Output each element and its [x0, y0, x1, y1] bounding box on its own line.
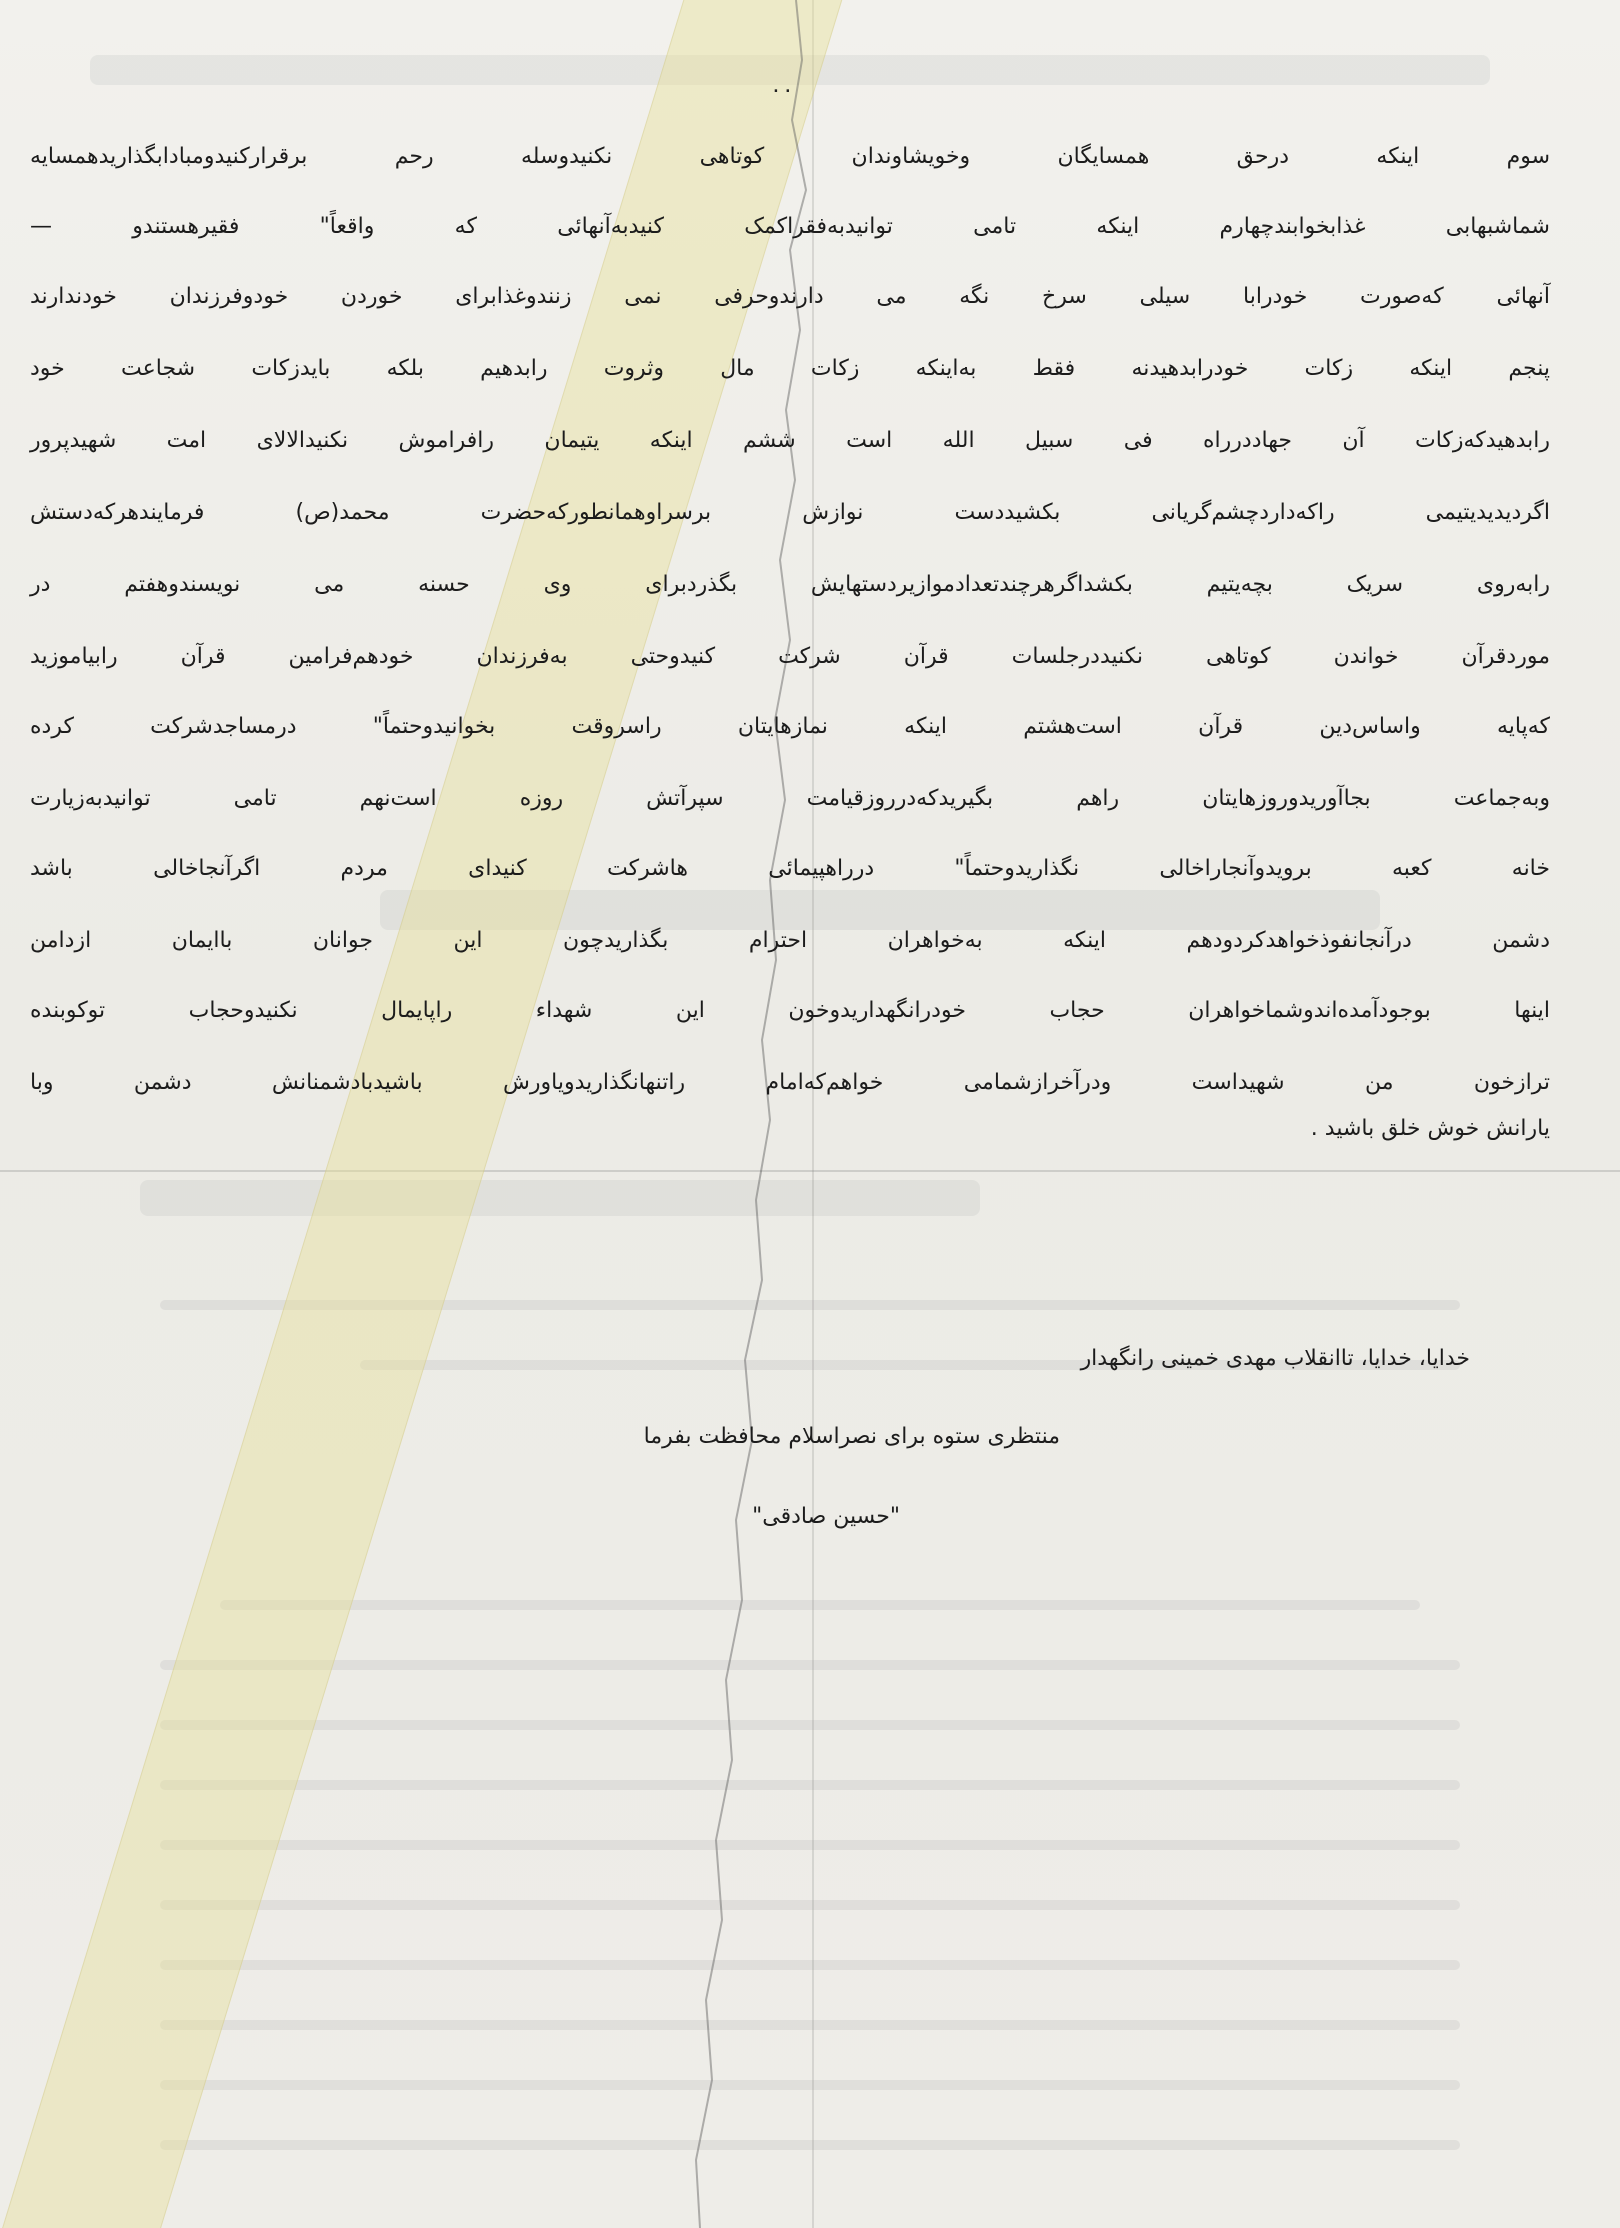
body-line: رابدهیدکه‌زکات آن جهاددرراه فی سبیل الله است ششم اینکه یتیمان رافراموش نکنیدالالای امت شهیدپرور	[30, 428, 1550, 453]
closing-prayer-line-1: خدایا، خدایا، تاانقلاب مهدی خمینی رانگهدار	[1080, 1346, 1470, 1371]
page-number-mark: ٠٠	[770, 78, 794, 103]
body-line: آنهائی که‌صورت خودرابا سیلی سرخ نگه می دارندوحرفی نمی زنندوغذابرای خوردن خودوفرزندان خودندارند	[30, 284, 1550, 309]
body-line: ترازخون من شهیداست ودرآخرازشمامی خواهم‌که‌امام راتنهانگذاریدویاورش باشیدبادشمنانش دشمن وبا	[30, 1070, 1550, 1095]
body-line: که‌پایه واساس‌دین قرآن است‌هشتم اینکه نمازهایتان راسروقت بخوانیدوحتماً" درمساجدشرکت کرده	[30, 714, 1550, 739]
body-line: رابه‌روی سریک بچه‌یتیم بکشداگرهرچندتعدادموازیردستهایش بگذردبرای وی حسنه می نویسندوهفتم در	[30, 572, 1550, 597]
signature: "حسین صادقی"	[752, 1504, 900, 1529]
body-line: پنجم اینکه زکات خودرابدهیدنه فقط به‌اینکه زکات مال وثروت رابدهیم بلکه بایدزکات شجاعت خود	[30, 356, 1550, 381]
closing-prayer-line-2: منتظری ستوه برای نصراسلام محافظت بفرما	[643, 1424, 1060, 1449]
body-line: وبه‌جماعت بجاآوریدوروزهایتان راهم بگیریدکه‌درروزقیامت سپرآتش روزه است‌نهم تامی توانیدبه‌زیارت	[30, 786, 1550, 811]
body-line: شماشبهابی غذابخوابندچهارم اینکه تامی توانیدبه‌فقراکمک کنیدبه‌آنهائی که واقعاً" فقیرهستندو —	[30, 214, 1550, 239]
body-line: دشمن درآنجانفوذخواهدکردودهم اینکه به‌خواهران احترام بگذاریدچون این جوانان باایمان ازدامن	[30, 928, 1550, 953]
body-line: اینها بوجودآمده‌اندوشماخواهران حجاب خودرانگهداریدوخون این شهداء راپایمال نکنیدوحجاب توکوبنده	[30, 998, 1550, 1023]
body-line: موردقرآن خواندن کوتاهی نکنیددرجلسات قرآن شرکت کنیدوحتی به‌فرزندان خودهم‌فرامین قرآن رابیاموزید	[30, 644, 1550, 669]
body-line: یارانش خوش خلق باشید .	[1310, 1116, 1550, 1141]
body-line: اگردیدیدیتیمی راکه‌داردچشم‌گریانی بکشیددست نوازش برسراوهمانطورکه‌حضرت محمد(ص) فرمایندهرکه‌دستش	[30, 500, 1550, 525]
body-line: سوم اینکه درحق همسایگان وخویشاوندان کوتاهی نکنیدوسله رحم برقرارکنیدومبادابگذاریدهمسایه	[30, 144, 1550, 169]
body-line: خانه کعبه برویدوآنجاراخالی نگذاریدوحتماً" درراهپیمائی هاشرکت کنیدای مردم اگرآنجاخالی باشد	[30, 856, 1550, 881]
